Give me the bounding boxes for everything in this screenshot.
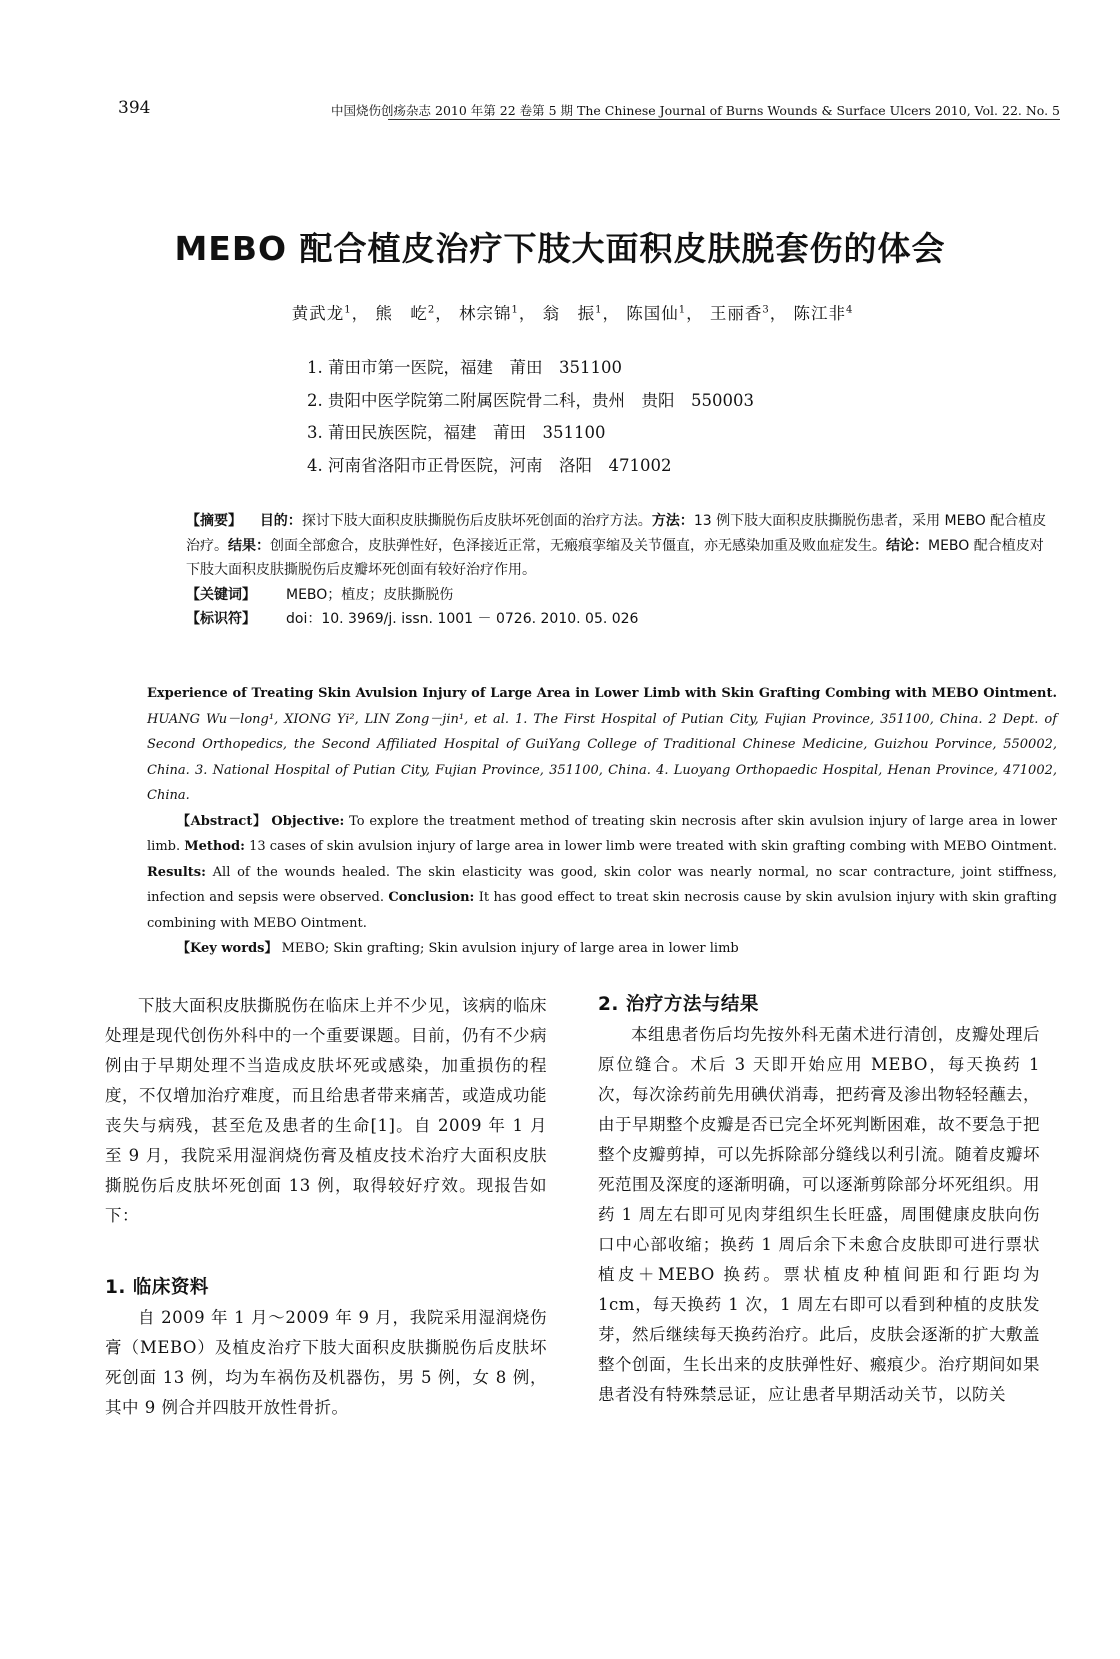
english-results-label: Results:: [147, 864, 206, 880]
english-title: Experience of Treating Skin Avulsion Injury of Large Area in Lower Limb with Skin Grafting Combing with MEBO Ointment.: [147, 686, 1057, 701]
body-column-left: [105, 991, 547, 1423]
author-name: 陈江非: [793, 304, 846, 323]
english-keywords: MEBO; Skin grafting; Skin avulsion injury of large area in lower limb: [281, 941, 739, 956]
conclusion-label: 结论：: [886, 537, 928, 554]
author-name: 陈国仙: [626, 304, 679, 323]
author-name: 熊 屹: [375, 304, 428, 323]
english-results: All of the wounds healed. The skin elasticity was good, skin color was nearly normal, no scar contracture, joint stiffness, infection and sepsis were observed.: [147, 864, 1057, 905]
english-method: 13 cases of skin avulsion injury of large area in lower limb were treated with skin grafting combing with MEBO Ointment.: [249, 839, 1058, 854]
author-name: 翁 振: [542, 304, 596, 323]
english-authors: HUANG Wu－long¹, XIONG Yi², LIN Zong－jin¹, et al. 1. The First Hospital of Putian City, Fujian Province, 351100, China. 2 Dept. of Second Orthopedics, the Second Affiliated Hospital of GuiYang College of Traditional Chinese Medicine, Guizhou Porvince, 550002, China. 3. National Hospital of Putian City, Fujian Province, 351100, China. 4. Luoyang Orthopaedic Hospital, Henan Province, 471002, China.: [147, 711, 1057, 803]
keywords-label: 【关键词】: [186, 586, 256, 603]
section-1-heading: 1. 临床资料: [105, 1277, 209, 1298]
objective-label: 目的：: [259, 513, 302, 529]
english-abstract-label: 【Abstract】: [177, 813, 267, 829]
author-name: 王丽香: [709, 304, 763, 323]
affiliation-item: 1. 莆田市第一医院，福建 莆田 351100: [307, 358, 622, 377]
objective-text: 探讨下肢大面积皮肤撕脱伤后皮肤坏死创面的治疗方法。: [301, 513, 652, 529]
author-affil-mark: 1: [344, 304, 352, 316]
english-abstract-paragraph: [147, 809, 1057, 937]
author-affil-mark: 3: [762, 304, 770, 316]
article-title: MEBO 配合植皮治疗下肢大面积皮肤脱套伤的体会: [174, 229, 946, 268]
author-list: 黄武龙$^1$， 熊 屹$^2$， 林宗锦$^1$， 翁 振$^1$， 陈国仙$^1$， 王丽香$^3$， 陈江非$^4$: [291, 304, 854, 323]
affiliation-item: 4. 河南省洛阳市正骨医院，河南 洛阳 471002: [307, 455, 672, 475]
author-name: 林宗锦: [458, 304, 512, 323]
page-number: 394: [118, 98, 151, 118]
affiliation-item: 3. 莆田民族医院，福建 莆田 351100: [307, 423, 606, 442]
running-head: 中国烧伤创疡杂志 2010 年第 22 卷第 5 期 The Chinese Journal of Burns Wounds & Surface Ulcers 2010, Vol. 22. No. 5: [331, 103, 1060, 118]
english-conclusion: It has good effect to treat skin necrosis cause by skin avulsion injury with skin grafting combining with MEBO Ointment.: [147, 890, 1057, 931]
english-title-paragraph: [147, 681, 1057, 809]
affiliation-list: [307, 352, 947, 482]
author-affil-mark: 1: [595, 304, 603, 316]
affiliation-item: 2. 贵阳中医学院第二附属医院骨二科，贵州 贵阳 550003: [307, 390, 754, 410]
keywords-row: [186, 583, 1056, 608]
english-conclusion-label: Conclusion:: [388, 890, 475, 905]
header-rule: [388, 119, 1060, 120]
section-2-paragraph: 本组患者伤后均先按外科无菌术进行清创，皮瓣处理后原位缝合。术后 3 天即开始应用 MEBO，每天换药 1 次，每次涂药前先用碘伏消毒，把药膏及渗出物轻轻蘸去，由于早期整个皮瓣是否已完全坏死判断困难，故不要急于把整个皮瓣剪掉，可以先拆除部分缝线以利引流。随着皮瓣坏死范围及深度的逐渐明确，可以逐渐剪除部分坏死组织。用药 1 周左右即可见肉芽组织生长旺盛，周围健康皮肤向伤口中心部收缩；换药 1 周后余下未愈合皮肤即可进行票状植皮＋MEBO 换药。票状植皮种植间距和行距均为 1cm，每天换药 1 次，1 周左右即可以看到种植的皮肤发芽，然后继续每天换药治疗。此后，皮肤会逐渐的扩大敷盖整个创面，生长出来的皮肤弹性好、瘢痕少。治疗期间如果患者没有特殊禁忌证，应让患者早期活动关节，以防关: [598, 1025, 1040, 1404]
doi-row: [186, 607, 1056, 632]
abstract-label: 【摘要】: [186, 513, 242, 529]
method-text: 13 例下肢大面积皮肤撕脱伤患者，采用 MEBO 配合植皮治疗。: [186, 513, 1047, 554]
author-affil-mark: 1: [678, 304, 687, 316]
author-affil-mark: 2: [427, 304, 436, 316]
section-1-paragraph: 自 2009 年 1 月～2009 年 9 月，我院采用湿润烧伤膏（MEBO）及植皮治疗下肢大面积皮肤撕脱伤后皮肤坏死创面 13 例，均为车祸伤及机器伤，男 5 例，女 8 例，其中 9 例合并四肢开放性骨折。: [105, 1308, 547, 1417]
english-abstract: [147, 681, 1057, 962]
section-2-heading: 2. 治疗方法与结果: [598, 994, 759, 1015]
author-name: 黄武龙: [291, 304, 345, 323]
author-affil-mark: 4: [845, 304, 854, 316]
english-keywords-paragraph: [147, 936, 1057, 962]
conclusion-text: MEBO 配合植皮对下肢大面积皮肤撕脱伤后皮瓣坏死创面有较好治疗作用。: [186, 537, 1044, 578]
result-label: 结果：: [228, 537, 270, 554]
page-header: [118, 98, 1060, 122]
method-label: 方法：: [651, 513, 694, 529]
english-method-label: Method:: [184, 839, 245, 854]
doi-label: 【标识符】: [186, 611, 256, 627]
english-objective: To explore the treatment method of treating skin necrosis after skin avulsion injury of large area in lower limb.: [147, 813, 1057, 854]
body-column-right: [598, 990, 1040, 1410]
doi-text: doi：10. 3969/j. issn. 1001 － 0726. 2010. 05. 026: [286, 611, 639, 627]
abstract-paragraph: [186, 509, 1056, 583]
intro-paragraph: 下肢大面积皮肤撕脱伤在临床上并不少见，该病的临床处理是现代创伤外科中的一个重要课题。目前，仍有不少病例由于早期处理不当造成皮肤坏死或感染，加重损伤的程度，不仅增加治疗难度，而且给患者带来痛苦，或造成功能丧失与病残，甚至危及患者的生命[1]。自 2009 年 1 月至 9 月，我院采用湿润烧伤膏及植皮技术治疗大面积皮肤撕脱伤后皮肤坏死创面 13 例，取得较好疗效。现报告如下：: [105, 996, 547, 1225]
english-keywords-label: 【Key words】: [177, 941, 278, 956]
section-gap: [105, 1231, 547, 1273]
chinese-abstract: [186, 509, 1056, 632]
author-affil-mark: 1: [511, 304, 519, 316]
keywords-text: MEBO；植皮；皮肤撕脱伤: [286, 586, 454, 603]
english-objective-label: Objective:: [271, 813, 345, 829]
result-text: 创面全部愈合，皮肤弹性好，色泽接近正常，无瘢痕挛缩及关节僵直，亦无感染加重及败血症发生。: [270, 537, 886, 554]
